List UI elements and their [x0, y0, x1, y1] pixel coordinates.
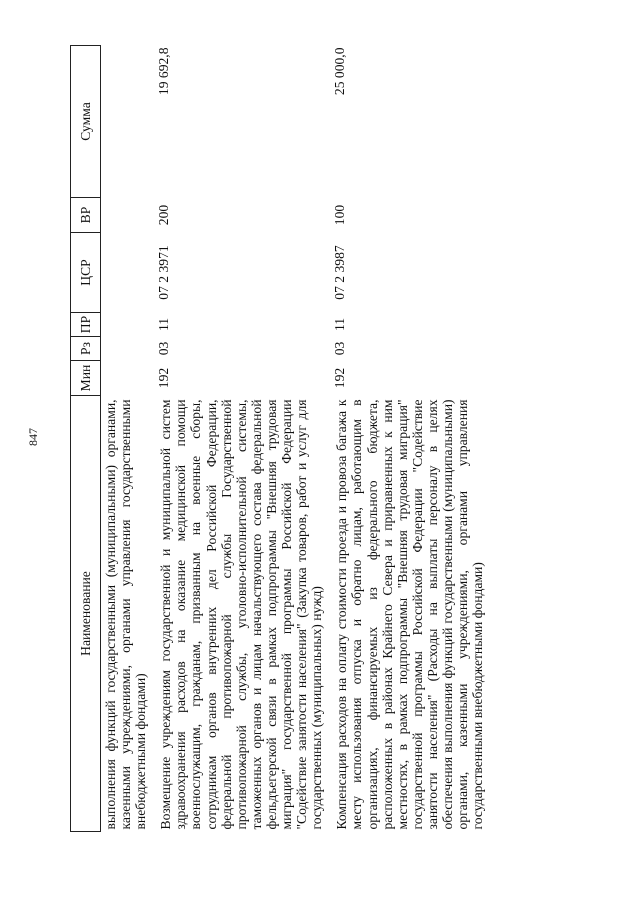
row-name: выполнения функций государственными (муниципальными) органами, казенными учреждениями, органами управления государственными внебюджетными фондами)	[103, 399, 149, 830]
table-row	[156, 46, 324, 832]
row-ministry: 192	[156, 367, 172, 389]
row-amount	[101, 46, 149, 198]
table-row	[332, 46, 485, 832]
row-subsection: 11	[332, 317, 348, 332]
rotated-budget-page	[70, 46, 602, 832]
row-subsection: 11	[156, 317, 172, 332]
row-amount: 25 000,0	[332, 47, 348, 96]
row-ministry	[101, 361, 149, 396]
header-amount: Сумма	[71, 46, 101, 198]
budget-table	[70, 45, 485, 832]
row-expense-type: 100	[332, 204, 348, 226]
row-section: 03	[156, 341, 172, 356]
row-expense-type	[101, 198, 149, 233]
page-number: 847	[26, 428, 40, 446]
header-name: Наименование	[71, 396, 101, 832]
row-expense-type: 200	[156, 204, 172, 226]
row-name: Компенсация расходов на оплату стоимости проезда и провоза багажа к месту использования отпуска и обратно лицам, работающим в организациях, финансируемых из федерального бюджета, расположенных в районах Крайнего Севера и приравненных к ним местностях, в рамках подпрограммы "Внешняя трудовая миграция" государственной программы Российской Федерации "Содействие занятости населения" (Расходы на выплаты персоналу в целях обеспечения выполнения функций государственными (муниципальными) органами, казенными учреждениями, органами управления государственными внебюджетными фондами)	[334, 399, 486, 830]
table-row	[101, 46, 149, 832]
table-header-row	[71, 46, 101, 832]
header-expense-type: ВР	[71, 198, 101, 233]
row-target-article	[101, 233, 149, 313]
header-target-article: ЦСР	[71, 233, 101, 313]
row-section: 03	[332, 341, 348, 356]
header-ministry: Мин	[71, 361, 101, 396]
row-name: Возмещение учреждениям государственной и муниципальной систем здравоохранения расходов на оказание медицинской помощи военнослужащим, гражданам, призванным на военные сборы, сотрудникам органов внутренних дел Российской Федерации, федеральной противопожарной службы Государственной противопожарной службы, уголовно-исполнительной системы, таможенных органов и лицам начальствующего состава федеральной фельдъегерской связи в рамках подпрограммы "Внешняя трудовая миграция" государственной программы Российской Федерации "Содействие занятости населения" (Закупка товаров, работ и услуг для государственных (муниципальных) нужд)	[158, 399, 325, 830]
row-ministry: 192	[332, 367, 348, 389]
row-subsection	[101, 313, 149, 337]
row-section	[101, 337, 149, 361]
row-amount: 19 692,8	[156, 47, 172, 96]
row-target-article: 07 2 3971	[156, 245, 172, 300]
row-target-article: 07 2 3987	[332, 245, 348, 300]
header-subsection: ПР	[71, 313, 101, 337]
header-section: Рз	[71, 337, 101, 361]
